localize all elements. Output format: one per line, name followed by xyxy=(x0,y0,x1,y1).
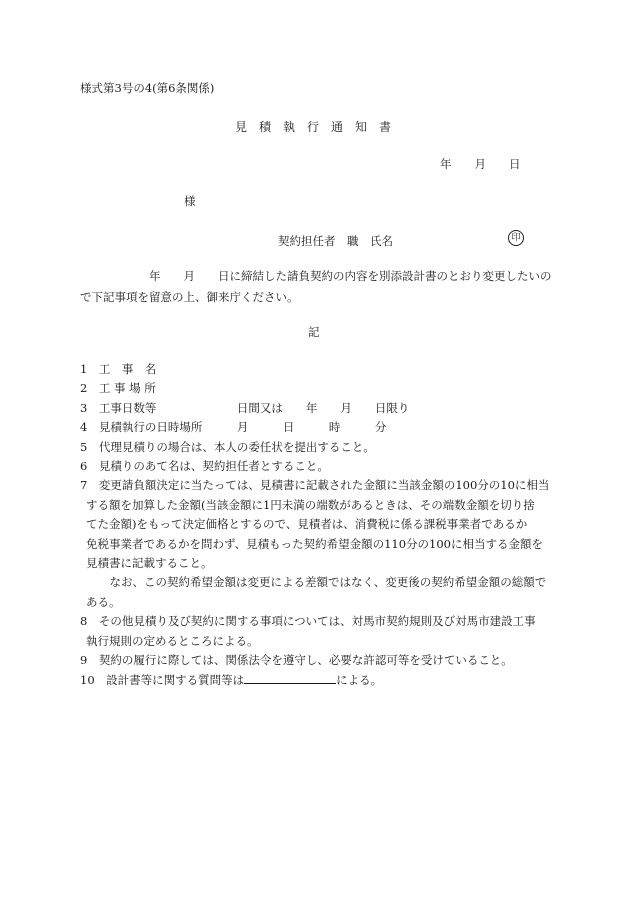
body-line: 年 月 日に締結した請負契約の内容を別添設計書のとおり変更したいの xyxy=(80,269,552,283)
list-item: 3 工事日数等 日間又は 年 月 日限り xyxy=(80,400,410,415)
item10-prefix: 10 設計書等に関する質問等は xyxy=(80,672,245,687)
body-paragraph xyxy=(80,266,552,308)
list-item: 9 契約の履行に際しては、関係法令を遵守し、必要な許認可等を受けていること。 xyxy=(80,653,513,668)
seal-mark: 印 xyxy=(508,230,524,246)
list-item: 1 工 事 名 xyxy=(80,362,157,376)
list-item: 6 見積りのあて名は、契約担任者とすること。 xyxy=(80,459,329,474)
list-item: 7 変更請負額決定に当たっては、見積書に記載された金額に当該金額の100分の10に相当 xyxy=(80,478,550,493)
ki-heading: 記 xyxy=(308,325,320,339)
body-line: で下記事項を留意の上、御来庁ください。 xyxy=(80,290,299,304)
list-item: 4 見積執行の日時場所 月 日 時 分 xyxy=(80,420,387,435)
list-item: 5 代理見積りの場合は、本人の委任状を提出すること。 xyxy=(80,439,375,454)
blank-fill-line xyxy=(244,671,336,684)
list-item-continuation: 見積書に記載すること。 xyxy=(86,556,213,571)
list-item-continuation: てた金額)をもって決定価格とするので、見積者は、消費税に係る課税事業者であるか xyxy=(86,517,528,532)
addressee-suffix: 様 xyxy=(184,194,196,208)
list-item: 2 工 事 場 所 xyxy=(80,381,156,396)
list-item-continuation: する額を加算した金額(当該金額に1円未満の端数があるときは、その端数金額を切り捨 xyxy=(86,497,535,512)
list-item: 8 その他見積り及び契約に関する事項については、対馬市契約規則及び対馬市建設工事 xyxy=(80,614,536,629)
list-item-continuation: 免税事業者であるかを問わず、見積もった契約希望金額の110分の100に相当する金額を xyxy=(86,536,543,551)
list-item-note: なお、この契約希望金額は変更による差額ではなく、変更後の契約希望金額の総額で xyxy=(98,575,547,590)
list-item-continuation: ある。 xyxy=(86,594,121,609)
form-number: 様式第3号の4(第6条関係) xyxy=(80,81,215,95)
sender-line: 契約担任者 職 氏名 xyxy=(278,234,393,248)
date-line: 年 月 日 xyxy=(440,157,521,171)
item10-suffix: による。 xyxy=(336,672,383,687)
item-list xyxy=(80,360,550,690)
list-item xyxy=(80,671,550,690)
list-item-continuation: 執行規則の定めるところによる。 xyxy=(86,633,259,648)
document-title: 見 積 執 行 通 知 書 xyxy=(235,120,392,134)
